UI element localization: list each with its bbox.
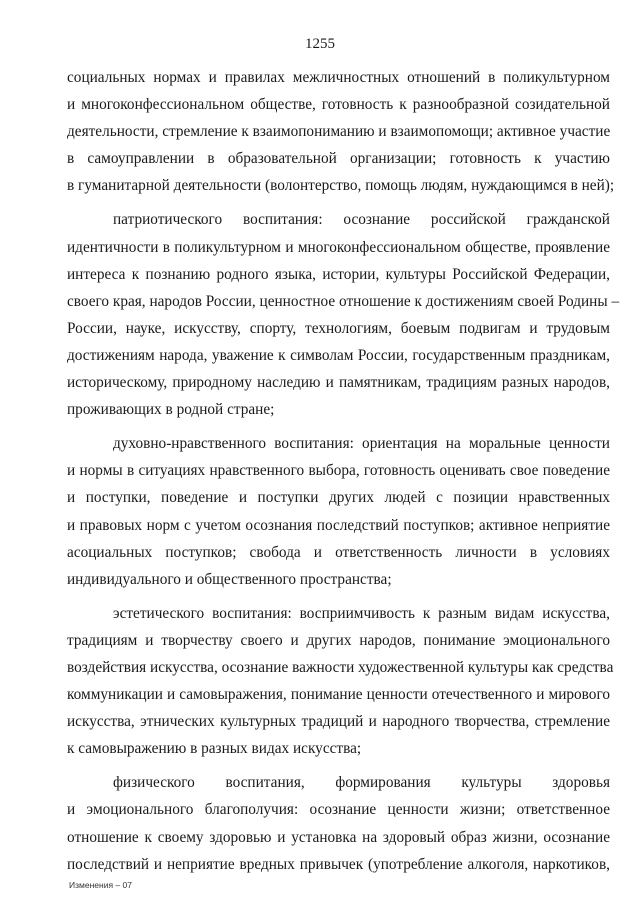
text-line: историческому, природному наследию и памятникам, традициям разных народов, (67, 374, 610, 392)
text-line: патриотического воспитания: осознание российской гражданской (113, 211, 610, 229)
text-line: достижениям народа, уважение к символам России, государственным праздникам, (67, 346, 610, 364)
text-line: в гуманитарной деятельности (волонтерство, помощь людям, нуждающимся в ней); (67, 177, 615, 195)
text-line: физического воспитания, формирования культуры здоровья (113, 774, 610, 792)
page-number: 1255 (305, 36, 335, 52)
footer-note: Изменения – 07 (69, 880, 132, 890)
text-line: искусства, этнических культурных традиций и народного творчества, стремление (67, 713, 610, 731)
text-line: и эмоционального благополучия: осознание ценности жизни; ответственное (67, 801, 610, 819)
paragraph-gap (67, 593, 610, 600)
text-line: духовно-нравственного воспитания: ориентация на моральные ценности (113, 435, 610, 453)
text-line: России, науке, искусству, спорту, технологиям, боевым подвигам и трудовым (67, 319, 610, 337)
text-line: воздействия искусства, осознание важности художественной культуры как средства (67, 658, 614, 676)
text-line: и многоконфессиональном обществе, готовность к разнообразной созидательной (67, 96, 610, 114)
text-line: асоциальных поступков; свобода и ответственность личности в условиях (67, 543, 610, 561)
text-line: коммуникации и самовыражения, понимание ценности отечественного и мирового (67, 686, 610, 704)
text-line: традициям и творчеству своего и других народов, понимание эмоционального (67, 631, 610, 649)
paragraph-gap (67, 762, 610, 769)
text-line: эстетического воспитания: восприимчивость к разным видам искусства, (113, 604, 610, 622)
text-line: и поступки, поведение и поступки других людей с позиции нравственных (67, 489, 610, 507)
document-body (67, 64, 620, 878)
text-line: и правовых норм с учетом осознания последствий поступков; активное неприятие (67, 516, 610, 534)
text-line: социальных нормах и правилах межличностных отношений в поликультурном (67, 69, 610, 86)
text-line: последствий и неприятие вредных привычек (употребление алкоголя, наркотиков, (67, 855, 610, 873)
text-line: к самовыражению в разных видах искусства; (67, 740, 362, 758)
text-line: интереса к познанию родного языка, истории, культуры Российской Федерации, (67, 265, 610, 283)
text-line: идентичности в поликультурном и многоконфессиональном обществе, проявление (67, 238, 610, 256)
text-line: отношение к своему здоровью и установка на здоровый образ жизни, осознание (67, 828, 610, 846)
paragraph-gap (67, 199, 610, 206)
text-line: индивидуального и общественного пространства; (67, 570, 392, 588)
text-line: в самоуправлении в образовательной организации; готовность к участию (67, 150, 610, 168)
text-line: проживающих в родной стране; (67, 401, 275, 419)
text-line: деятельности, стремление к взаимопониманию и взаимопомощи; активное участие (67, 123, 611, 141)
paragraph-gap (67, 423, 610, 430)
text-line: и нормы в ситуациях нравственного выбора, готовность оценивать свое поведение (67, 462, 610, 480)
text-line: своего края, народов России, ценностное отношение к достижениям своей Родины – (67, 292, 620, 310)
